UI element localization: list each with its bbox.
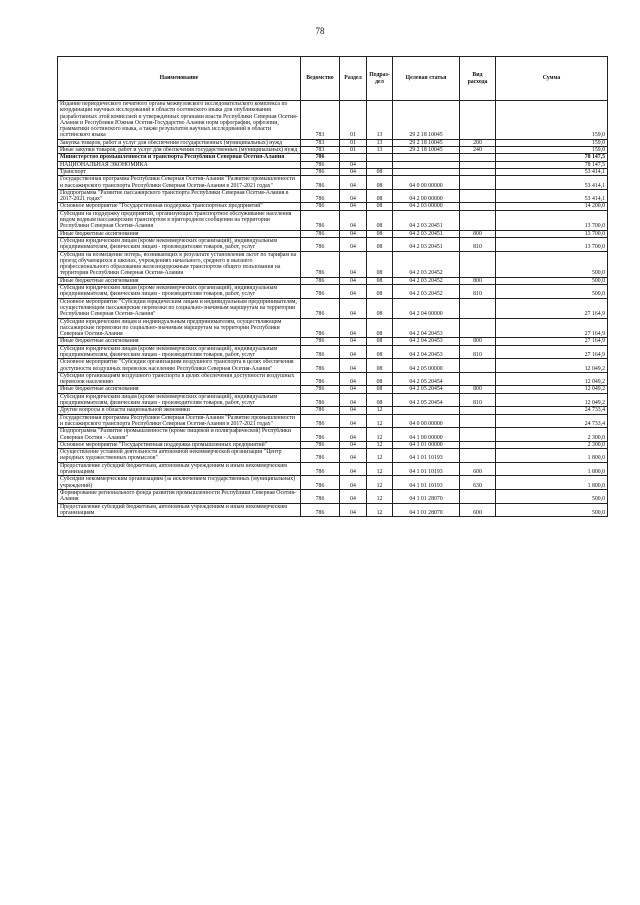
table-row — [58, 318, 608, 338]
cell-section: 04 — [340, 168, 367, 175]
table-row — [58, 428, 608, 442]
table-row — [58, 503, 608, 517]
table-header-row — [58, 57, 608, 101]
table-row — [58, 251, 608, 277]
cell-expense-type — [460, 489, 496, 503]
cell-subsection — [367, 154, 393, 161]
cell-name: Субсидии на возмещение потерь, возникающих в результате установления льгот по тарифам на проезд обучающихся в школах, учреждениях начального, среднего и высшего профессионального образования железнодорожным транспортом общего пользования на территории Республики Северная Осетия-Алания — [58, 251, 301, 277]
cell-name: Основное мероприятие "Государственная поддержка промышленных предприятий" — [58, 441, 301, 448]
table-body — [58, 101, 608, 517]
cell-section: 04 — [340, 372, 367, 386]
cell-subsection: 08 — [367, 251, 393, 277]
cell-target — [393, 161, 460, 168]
table-row — [58, 237, 608, 251]
cell-dept: 786 — [301, 489, 340, 503]
table-row — [58, 176, 608, 190]
cell-target: 04 2 03 20451 — [393, 230, 460, 237]
cell-target: 04 1 01 00000 — [393, 441, 460, 448]
cell-name: Осуществление уставной деятельности автономной некоммерческой организации "Центр народных художественных промыслов" — [58, 449, 301, 463]
cell-name: Субсидии некоммерческим организациям (за исключением государственных (муниципальных) учреждений) — [58, 476, 301, 490]
cell-target: 04 1 00 00000 — [393, 428, 460, 442]
cell-dept: 786 — [301, 168, 340, 175]
cell-name: Государственная программа Республики Северная Осетия-Алания "Развитие промышленности и пассажирского транспорта Республики Северная Осетия-Алания в 2017-2021 годах" — [58, 414, 301, 428]
cell-target: 04 2 05 20454 — [393, 393, 460, 407]
cell-amount: 24 733,4 — [496, 407, 608, 414]
cell-dept: 786 — [301, 441, 340, 448]
cell-subsection: 08 — [367, 338, 393, 345]
cell-expense-type — [460, 298, 496, 318]
cell-expense-type — [460, 359, 496, 373]
cell-dept: 786 — [301, 285, 340, 299]
header-subsection: Подраз-дел — [367, 57, 393, 101]
cell-section: 04 — [340, 251, 367, 277]
cell-target: 04 2 04 20453 — [393, 345, 460, 359]
cell-amount: 500,0 — [496, 277, 608, 284]
cell-name: Предоставление субсидий бюджетным, автономным учреждениям и иным некоммерческим организациям — [58, 462, 301, 476]
cell-dept: 786 — [301, 203, 340, 210]
cell-subsection: 12 — [367, 489, 393, 503]
cell-section: 04 — [340, 345, 367, 359]
cell-dept: 786 — [301, 251, 340, 277]
cell-amount: 500,0 — [496, 503, 608, 517]
cell-target — [393, 168, 460, 175]
table-row — [58, 210, 608, 230]
cell-dept: 786 — [301, 277, 340, 284]
cell-section: 04 — [340, 189, 367, 203]
cell-amount: 2 300,0 — [496, 441, 608, 448]
table-row — [58, 101, 608, 140]
cell-name: Основное мероприятие "Субсидии организациям воздушного транспорта в целях обеспечения доступности воздушных перевозок населению Республики Северная Осетия-Алания" — [58, 359, 301, 373]
cell-target: 04 1 01 10193 — [393, 462, 460, 476]
cell-expense-type — [460, 414, 496, 428]
cell-name: Иные бюджетные ассигнования — [58, 338, 301, 345]
cell-subsection: 12 — [367, 503, 393, 517]
cell-amount: 14 200,0 — [496, 203, 608, 210]
cell-amount: 13 700,0 — [496, 237, 608, 251]
cell-expense-type: 800 — [460, 230, 496, 237]
cell-section: 04 — [340, 449, 367, 463]
cell-name: Подпрограмма "Развитие пассажирского транспорта Республики Северная Осетия-Алания в 2017-2021 годах" — [58, 189, 301, 203]
cell-section: 04 — [340, 318, 367, 338]
cell-dept: 786 — [301, 386, 340, 393]
table-row — [58, 277, 608, 284]
cell-section: 04 — [340, 338, 367, 345]
cell-section: 01 — [340, 139, 367, 146]
cell-amount: 1 800,0 — [496, 449, 608, 463]
cell-dept: 786 — [301, 210, 340, 230]
table-row — [58, 345, 608, 359]
cell-target: 04 1 01 28070 — [393, 503, 460, 517]
cell-subsection: 08 — [367, 372, 393, 386]
cell-section — [340, 154, 367, 161]
cell-target — [393, 407, 460, 414]
cell-name: Субсидии юридическим лицам (кроме некоммерческих организаций), индивидуальным предпринимателям, физическим лицам - производителям товаров, работ, услуг — [58, 285, 301, 299]
cell-amount: 500,0 — [496, 251, 608, 277]
cell-subsection: 08 — [367, 210, 393, 230]
cell-dept: 786 — [301, 462, 340, 476]
cell-amount: 12 049,2 — [496, 386, 608, 393]
cell-section: 01 — [340, 147, 367, 154]
cell-dept: 786 — [301, 414, 340, 428]
cell-section: 04 — [340, 462, 367, 476]
cell-target: 04 2 03 20452 — [393, 277, 460, 284]
cell-section: 01 — [340, 101, 367, 140]
cell-dept: 786 — [301, 237, 340, 251]
cell-target: 04 2 03 20452 — [393, 285, 460, 299]
cell-section: 04 — [340, 237, 367, 251]
cell-target: 04 2 03 00000 — [393, 203, 460, 210]
cell-dept: 786 — [301, 161, 340, 168]
cell-dept: 786 — [301, 345, 340, 359]
cell-amount: 24 733,4 — [496, 414, 608, 428]
cell-section: 04 — [340, 441, 367, 448]
table-row — [58, 154, 608, 161]
cell-target: 04 1 01 10193 — [393, 476, 460, 490]
cell-dept: 786 — [301, 154, 340, 161]
cell-expense-type: 810 — [460, 345, 496, 359]
table-row — [58, 462, 608, 476]
cell-section: 04 — [340, 277, 367, 284]
cell-target: 04 2 04 20453 — [393, 338, 460, 345]
cell-amount: 27 164,9 — [496, 338, 608, 345]
cell-expense-type — [460, 428, 496, 442]
cell-amount: 13 700,0 — [496, 210, 608, 230]
table-row — [58, 161, 608, 168]
cell-name: Закупка товаров, работ и услуг для обеспечения государственных (муниципальных) нужд — [58, 139, 301, 146]
cell-name: Основное мероприятие "Государственная поддержка транспортных предприятий" — [58, 203, 301, 210]
cell-target: 04 2 00 00000 — [393, 189, 460, 203]
cell-target: 29 2 18 10045 — [393, 139, 460, 146]
cell-dept: 786 — [301, 372, 340, 386]
table-row — [58, 230, 608, 237]
cell-target: 29 2 18 10045 — [393, 101, 460, 140]
header-name: Наименование — [58, 57, 301, 101]
cell-dept: 783 — [301, 147, 340, 154]
cell-section: 04 — [340, 489, 367, 503]
cell-section: 04 — [340, 476, 367, 490]
cell-name: Основное мероприятие "Субсидии юридическим лицам и индивидуальным предпринимателям, осуществляющим пассажирские перевозки по социально-значимым маршрутам на территории Республики Северная Осетия-Алания" — [58, 298, 301, 318]
cell-section: 04 — [340, 285, 367, 299]
cell-section: 04 — [340, 393, 367, 407]
table-row — [58, 386, 608, 393]
table-row — [58, 393, 608, 407]
cell-dept: 786 — [301, 318, 340, 338]
cell-subsection: 08 — [367, 285, 393, 299]
cell-subsection: 08 — [367, 230, 393, 237]
page-number: 78 — [315, 26, 325, 36]
cell-amount: 13 700,0 — [496, 230, 608, 237]
cell-section: 04 — [340, 503, 367, 517]
cell-dept: 786 — [301, 359, 340, 373]
cell-name: Формирование регионального фонда развития промышленности Республики Северная Осетия-Алания — [58, 489, 301, 503]
cell-subsection: 12 — [367, 441, 393, 448]
cell-expense-type — [460, 168, 496, 175]
table-row — [58, 407, 608, 414]
cell-amount: 12 049,2 — [496, 393, 608, 407]
table-row — [58, 285, 608, 299]
cell-amount: 12 049,2 — [496, 372, 608, 386]
cell-name: Иные бюджетные ассигнования — [58, 386, 301, 393]
cell-target: 04 2 04 20453 — [393, 318, 460, 338]
cell-expense-type: 200 — [460, 139, 496, 146]
cell-name: Издание периодического печатного органа межвузовского исследовательского комплекса по координации научных исследований в области осетинского языка для опубликования разработанных этой комиссией и утвержденных органами власти Республики Северная Осетия-Алания и Республики Южная Осетия-Государство Алания норм орфографии, орфоэпии, грамматики осетинского языка, а также результатов научных исследований в области осетинского языка — [58, 101, 301, 140]
cell-target: 04 1 01 10193 — [393, 449, 460, 463]
cell-target: 29 2 18 10045 — [393, 147, 460, 154]
cell-amount: 12 049,2 — [496, 359, 608, 373]
cell-subsection: 08 — [367, 298, 393, 318]
cell-expense-type — [460, 210, 496, 230]
table-row — [58, 168, 608, 175]
cell-section: 04 — [340, 298, 367, 318]
cell-amount: 159,0 — [496, 147, 608, 154]
header-section: Раздел — [340, 57, 367, 101]
cell-subsection — [367, 161, 393, 168]
cell-subsection: 08 — [367, 237, 393, 251]
header-dept: Ведомство — [301, 57, 340, 101]
table-row — [58, 476, 608, 490]
cell-subsection: 08 — [367, 345, 393, 359]
header-amount: Сумма — [496, 57, 608, 101]
cell-dept: 783 — [301, 139, 340, 146]
cell-target: 04 2 03 20452 — [393, 251, 460, 277]
cell-expense-type: 240 — [460, 147, 496, 154]
cell-amount: 1 800,0 — [496, 476, 608, 490]
cell-amount: 159,0 — [496, 139, 608, 146]
cell-subsection: 08 — [367, 277, 393, 284]
cell-dept: 783 — [301, 101, 340, 140]
cell-expense-type: 800 — [460, 386, 496, 393]
cell-section: 04 — [340, 210, 367, 230]
cell-target: 04 2 05 20454 — [393, 386, 460, 393]
cell-expense-type — [460, 372, 496, 386]
cell-amount: 27 164,9 — [496, 298, 608, 318]
cell-name: Предоставление субсидий бюджетным, автономным учреждениям и иным некоммерческим организациям — [58, 503, 301, 517]
cell-expense-type — [460, 407, 496, 414]
table-row — [58, 203, 608, 210]
cell-target — [393, 154, 460, 161]
cell-target: 04 2 05 00000 — [393, 359, 460, 373]
cell-dept: 786 — [301, 189, 340, 203]
cell-amount: 159,0 — [496, 101, 608, 140]
cell-dept: 786 — [301, 393, 340, 407]
cell-amount: 78 147,5 — [496, 161, 608, 168]
cell-subsection: 08 — [367, 318, 393, 338]
cell-subsection: 08 — [367, 386, 393, 393]
cell-expense-type: 630 — [460, 476, 496, 490]
cell-dept: 786 — [301, 298, 340, 318]
cell-amount: 27 164,9 — [496, 345, 608, 359]
table-row — [58, 139, 608, 146]
cell-expense-type — [460, 441, 496, 448]
cell-name: Субсидии организациям воздушного транспорта в целях обеспечения доступности воздушных перевозок населению — [58, 372, 301, 386]
cell-expense-type — [460, 161, 496, 168]
cell-dept: 786 — [301, 449, 340, 463]
table-row — [58, 147, 608, 154]
cell-target: 04 1 01 28070 — [393, 489, 460, 503]
table-row — [58, 372, 608, 386]
cell-dept: 786 — [301, 407, 340, 414]
cell-section: 04 — [340, 203, 367, 210]
cell-expense-type: 800 — [460, 338, 496, 345]
cell-expense-type — [460, 203, 496, 210]
cell-target: 04 0 00 00000 — [393, 176, 460, 190]
table-row — [58, 359, 608, 373]
cell-target: 04 2 05 20454 — [393, 372, 460, 386]
cell-name: Субсидии юридическим лицам и индивидуальным предпринимателям, осуществляющим пассажирские перевозки по социально-значимым маршрутам на территории Республики Северная Осетия-Алания — [58, 318, 301, 338]
table-row — [58, 489, 608, 503]
cell-expense-type — [460, 154, 496, 161]
cell-expense-type — [460, 176, 496, 190]
cell-section: 04 — [340, 359, 367, 373]
cell-section: 04 — [340, 414, 367, 428]
table-row — [58, 189, 608, 203]
cell-expense-type: 800 — [460, 277, 496, 284]
cell-name: Субсидии юридическим лицам (кроме некоммерческих организаций), индивидуальным предпринимателям, физическим лицам - производителям товаров, работ, услуг — [58, 393, 301, 407]
cell-subsection: 12 — [367, 428, 393, 442]
cell-dept: 786 — [301, 503, 340, 517]
cell-expense-type: 810 — [460, 393, 496, 407]
cell-subsection: 12 — [367, 449, 393, 463]
cell-amount: 53 414,1 — [496, 189, 608, 203]
cell-subsection: 08 — [367, 168, 393, 175]
cell-target: 04 2 04 00000 — [393, 298, 460, 318]
cell-amount: 27 164,9 — [496, 318, 608, 338]
cell-subsection: 12 — [367, 407, 393, 414]
cell-dept: 786 — [301, 476, 340, 490]
cell-target: 04 2 03 20451 — [393, 210, 460, 230]
cell-target: 04 2 03 20451 — [393, 237, 460, 251]
cell-section: 04 — [340, 386, 367, 393]
table-row — [58, 449, 608, 463]
cell-name: Иные бюджетные ассигнования — [58, 230, 301, 237]
table-row — [58, 298, 608, 318]
cell-subsection: 12 — [367, 462, 393, 476]
cell-subsection: 13 — [367, 101, 393, 140]
cell-amount: 1 800,0 — [496, 462, 608, 476]
cell-expense-type — [460, 318, 496, 338]
cell-section: 04 — [340, 230, 367, 237]
cell-name: Государственная программа Республики Северная Осетия-Алания "Развитие промышленности и пассажирского транспорта Республики Северная Осетия-Алания в 2017-2021 годах" — [58, 176, 301, 190]
cell-subsection: 08 — [367, 393, 393, 407]
cell-amount: 2 300,0 — [496, 428, 608, 442]
cell-amount: 500,0 — [496, 285, 608, 299]
cell-section: 04 — [340, 428, 367, 442]
table-row — [58, 414, 608, 428]
cell-amount: 53 414,1 — [496, 168, 608, 175]
cell-section: 04 — [340, 407, 367, 414]
cell-subsection: 13 — [367, 147, 393, 154]
cell-name: Иные закупки товаров, работ и услуг для обеспечения государственных (муниципальных) нужд — [58, 147, 301, 154]
cell-dept: 786 — [301, 428, 340, 442]
cell-name: Субсидии юридическим лицам (кроме некоммерческих организаций), индивидуальным предпринимателям, физическим лицам - производителям товаров, работ, услуг — [58, 237, 301, 251]
cell-expense-type — [460, 101, 496, 140]
cell-expense-type — [460, 251, 496, 277]
cell-amount: 53 414,1 — [496, 176, 608, 190]
table-row — [58, 338, 608, 345]
cell-dept: 786 — [301, 338, 340, 345]
header-target: Целевая статья — [393, 57, 460, 101]
cell-subsection: 12 — [367, 476, 393, 490]
cell-name: Другие вопросы в области национальной экономики — [58, 407, 301, 414]
header-expense-type: Вид расхода — [460, 57, 496, 101]
cell-name: Субсидии на поддержку предприятий, организующих транспортное обслуживание населения видом водным пассажирским транспортом в пригородном сообщении на территории Республики Северная Осетия-Алания — [58, 210, 301, 230]
cell-dept: 786 — [301, 230, 340, 237]
cell-subsection: 08 — [367, 203, 393, 210]
cell-subsection: 13 — [367, 139, 393, 146]
cell-expense-type: 810 — [460, 285, 496, 299]
cell-dept: 786 — [301, 176, 340, 190]
cell-expense-type: 600 — [460, 503, 496, 517]
cell-expense-type: 600 — [460, 462, 496, 476]
cell-expense-type — [460, 189, 496, 203]
cell-name: Иные бюджетные ассигнования — [58, 277, 301, 284]
cell-name: Субсидии юридическим лицам (кроме некоммерческих организаций), индивидуальным предпринимателям, физическим лицам - производителям товаров, работ, услуг — [58, 345, 301, 359]
cell-subsection: 08 — [367, 176, 393, 190]
cell-amount: 500,0 — [496, 489, 608, 503]
cell-section: 04 — [340, 161, 367, 168]
cell-subsection: 08 — [367, 189, 393, 203]
cell-name: Подпрограмма "Развитие промышленности (кроме пищевой и полиграфической) Республики Северная Осетия - Алания" — [58, 428, 301, 442]
cell-amount: 78 147,5 — [496, 154, 608, 161]
cell-name: Министерство промышленности и транспорта Республики Северная Осетия-Алания — [58, 154, 301, 161]
cell-section: 04 — [340, 176, 367, 190]
cell-subsection: 12 — [367, 414, 393, 428]
cell-subsection: 08 — [367, 359, 393, 373]
cell-expense-type: 810 — [460, 237, 496, 251]
budget-table — [57, 56, 608, 517]
cell-target: 04 0 00 00000 — [393, 414, 460, 428]
table-row — [58, 441, 608, 448]
cell-name: НАЦИОНАЛЬНАЯ ЭКОНОМИКА — [58, 161, 301, 168]
cell-name: Транспорт — [58, 168, 301, 175]
cell-expense-type — [460, 449, 496, 463]
